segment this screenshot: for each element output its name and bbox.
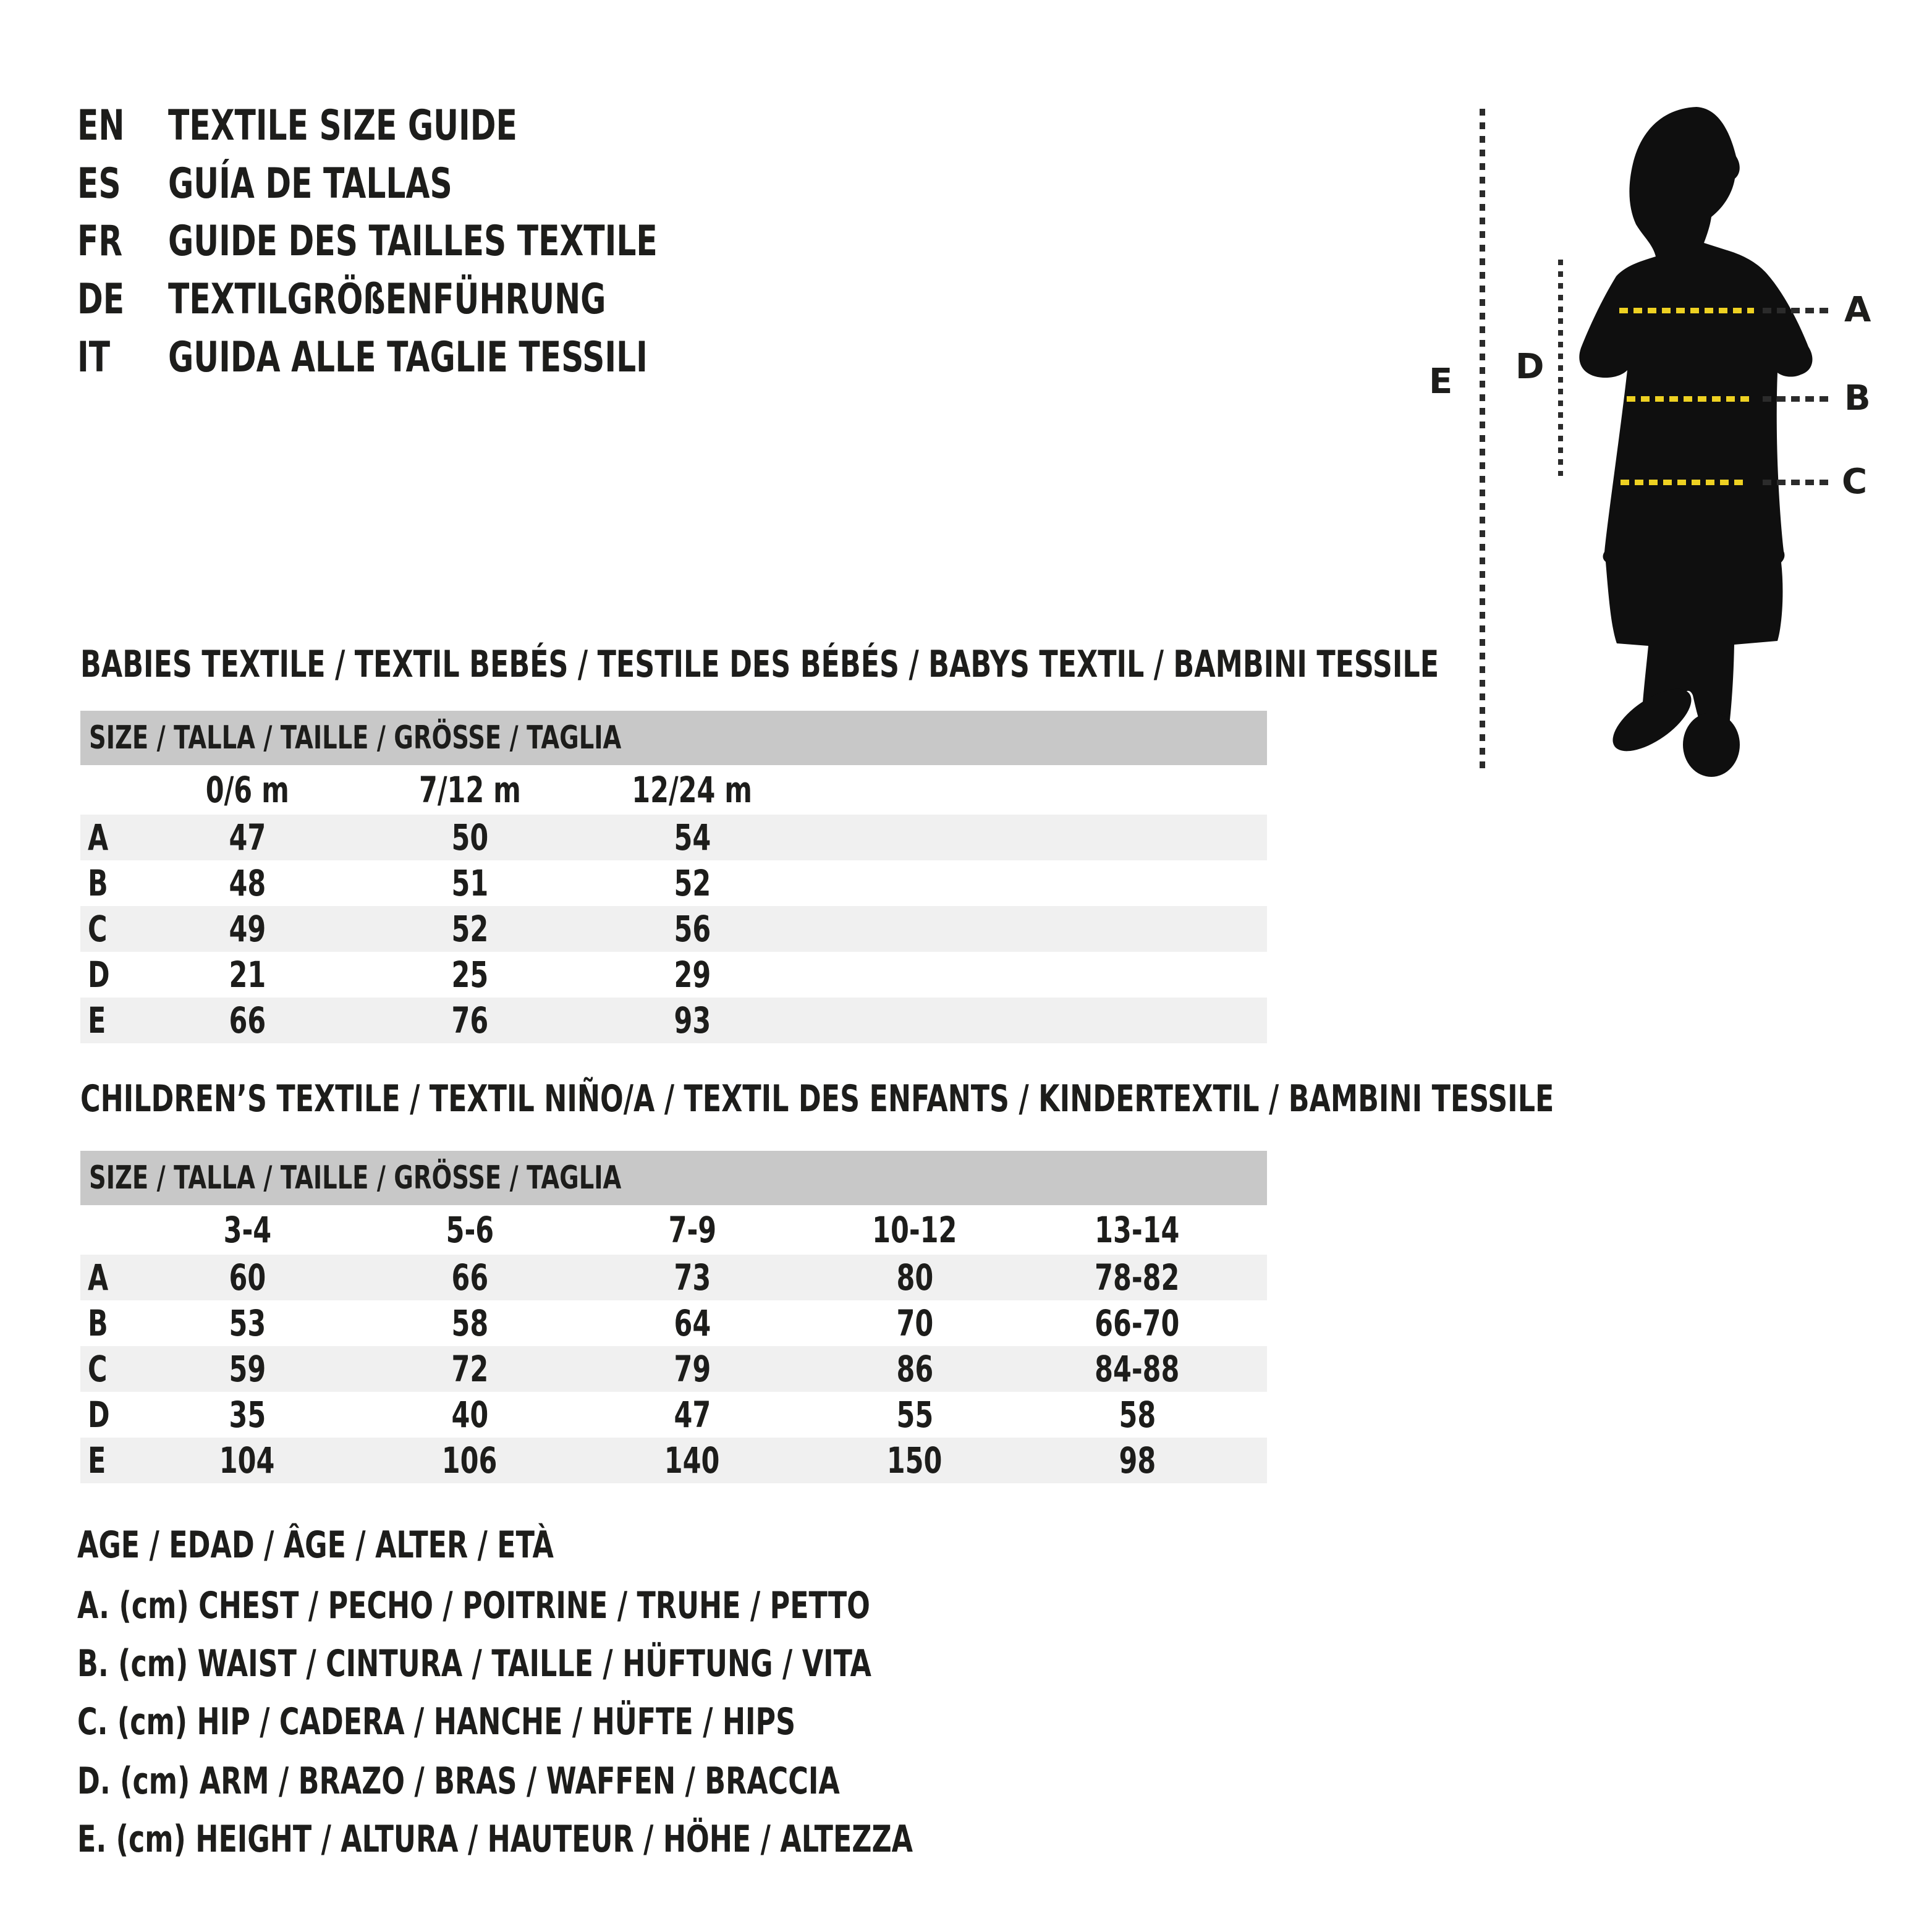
children-section-heading <box>80 1078 1932 1119</box>
table-row <box>80 952 1267 998</box>
row-label: D <box>88 1394 110 1436</box>
babies-section-heading <box>80 644 1916 685</box>
babies-heading-text: BABIES TEXTILE / TEXTIL BEBÉS / TESTILE DES BÉBÉS / BABYS TEXTIL / BAMBINI TESSILE <box>80 643 1439 686</box>
children-size-header-bar <box>80 1151 1267 1205</box>
cell-value: 76 <box>451 999 488 1041</box>
babies-col-2: 12/24 m <box>632 769 753 811</box>
cell-value: 64 <box>674 1302 711 1344</box>
cell-value: 52 <box>674 862 711 904</box>
table-row <box>80 998 1267 1043</box>
cell-value: 66 <box>229 999 266 1041</box>
cell-value: 21 <box>229 954 266 996</box>
cell-value: 93 <box>674 999 711 1041</box>
row-label: D <box>88 954 110 996</box>
cell-value: 72 <box>451 1348 488 1390</box>
babies-size-header-text: SIZE / TALLA / TAILLE / GRÖSSE / TAGLIA <box>89 719 622 756</box>
lang-title: GUÍA DE TALLAS <box>168 159 452 208</box>
chest-a-dash-dark <box>1763 308 1828 313</box>
legend-text: E. (cm) HEIGHT / ALTURA / HAUTEUR / HÖHE / ALTEZZA <box>77 1818 913 1861</box>
children-size-header-text: SIZE / TALLA / TAILLE / GRÖSSE / TAGLIA <box>89 1159 622 1197</box>
cell-value: 66-70 <box>1095 1302 1180 1344</box>
children-col-3: 10-12 <box>872 1209 957 1251</box>
cell-value: 98 <box>1119 1439 1156 1481</box>
legend-text: C. (cm) HIP / CADERA / HANCHE / HÜFTE / HIPS <box>77 1700 796 1743</box>
lang-code: IT <box>77 333 111 382</box>
cell-value: 51 <box>451 862 488 904</box>
cell-value: 79 <box>674 1348 711 1390</box>
cell-value: 48 <box>229 862 266 904</box>
lang-title: GUIDA ALLE TAGLIE TESSILI <box>168 333 648 382</box>
cell-value: 104 <box>219 1439 275 1481</box>
table-row <box>80 860 1267 906</box>
cell-value: 73 <box>674 1256 711 1299</box>
figure-label-a: A <box>1844 290 1871 330</box>
legend-line-arm <box>77 1760 1108 1803</box>
legend-line-hip <box>77 1700 1048 1743</box>
figure-label-b: B <box>1844 378 1871 418</box>
cell-value: 86 <box>896 1348 933 1390</box>
cell-value: 140 <box>664 1439 720 1481</box>
table-row <box>80 906 1267 952</box>
babies-table <box>80 765 1267 1043</box>
children-size-table <box>80 1151 1267 1483</box>
cell-value: 59 <box>229 1348 266 1390</box>
row-label: C <box>88 1348 108 1390</box>
chest-a-dash-yellow <box>1619 308 1754 313</box>
legend-text: B. (cm) WAIST / CINTURA / TAILLE / HÜFTUNG / VITA <box>77 1642 871 1685</box>
cell-value: 29 <box>674 954 711 996</box>
cell-value: 58 <box>451 1302 488 1344</box>
legend-line-height <box>77 1818 1206 1861</box>
children-table <box>80 1205 1267 1483</box>
babies-col-1: 7/12 m <box>418 769 521 811</box>
cell-value: 35 <box>229 1394 266 1436</box>
lang-row-de <box>77 275 760 324</box>
figure-label-d: D <box>1515 347 1544 387</box>
babies-size-table <box>80 711 1267 1043</box>
cell-value: 58 <box>1119 1394 1156 1436</box>
cell-value: 60 <box>229 1256 266 1299</box>
row-label: E <box>88 1439 106 1481</box>
legend-line-chest <box>77 1584 1149 1627</box>
legend-line-age <box>77 1523 721 1567</box>
children-col-0: 3-4 <box>223 1209 271 1251</box>
lang-title: TEXTILGRÖßENFÜHRUNG <box>168 275 606 324</box>
babies-column-header-row <box>80 765 1267 815</box>
figure-label-c: C <box>1842 462 1868 502</box>
row-label: A <box>88 1256 109 1299</box>
cell-value: 54 <box>674 816 711 858</box>
cell-value: 78-82 <box>1095 1256 1180 1299</box>
waist-b-dash-yellow <box>1627 396 1750 402</box>
cell-value: 56 <box>674 908 711 950</box>
cell-value: 47 <box>229 816 266 858</box>
arm-d-dotted-line <box>1558 260 1563 476</box>
legend-line-waist <box>77 1642 1150 1685</box>
cell-value: 106 <box>442 1439 498 1481</box>
cell-value: 47 <box>674 1394 711 1436</box>
cell-value: 52 <box>451 908 488 950</box>
cell-value: 80 <box>896 1256 933 1299</box>
table-row <box>80 1346 1267 1392</box>
lang-row-it <box>77 333 816 382</box>
legend-text: D. (cm) ARM / BRAZO / BRAS / WAFFEN / BRACCIA <box>77 1760 840 1803</box>
table-row <box>80 1438 1267 1483</box>
lang-code: FR <box>77 217 123 266</box>
children-col-2: 7-9 <box>668 1209 716 1251</box>
cell-value: 70 <box>896 1302 933 1344</box>
row-label: E <box>88 999 106 1041</box>
babies-size-header-bar <box>80 711 1267 765</box>
cell-value: 53 <box>229 1302 266 1344</box>
lang-title: GUIDE DES TAILLES TEXTILE <box>168 217 658 266</box>
table-row <box>80 1255 1267 1300</box>
cell-value: 55 <box>896 1394 933 1436</box>
legend-text: A. (cm) CHEST / PECHO / POITRINE / TRUHE / PETTO <box>77 1584 870 1627</box>
row-label: A <box>88 816 109 858</box>
lang-row-fr <box>77 219 829 264</box>
lang-row-es <box>77 159 552 208</box>
hip-c-dash-dark <box>1763 480 1828 485</box>
cell-value: 50 <box>451 816 488 858</box>
figure-label-e: E <box>1429 362 1453 402</box>
cell-value: 49 <box>229 908 266 950</box>
cell-value: 66 <box>451 1256 488 1299</box>
cell-value: 150 <box>887 1439 943 1481</box>
cell-value: 40 <box>451 1394 488 1436</box>
table-row <box>80 1392 1267 1438</box>
children-col-4: 13-14 <box>1095 1209 1180 1251</box>
babies-col-0: 0/6 m <box>205 769 289 811</box>
table-row <box>80 815 1267 860</box>
lang-code: ES <box>77 159 121 208</box>
table-row <box>80 1300 1267 1346</box>
children-column-header-row <box>80 1205 1267 1255</box>
lang-row-en <box>77 101 640 150</box>
cell-value: 84-88 <box>1095 1348 1180 1390</box>
hip-c-dash-yellow <box>1621 480 1747 485</box>
row-label: C <box>88 908 108 950</box>
row-label: B <box>88 862 108 904</box>
lang-code: EN <box>77 101 125 150</box>
cell-value: 25 <box>451 954 488 996</box>
legend-text: AGE / EDAD / ÂGE / ALTER / ETÀ <box>77 1523 554 1567</box>
lang-code: DE <box>77 275 125 324</box>
children-heading-text: CHILDREN’S TEXTILE / TEXTIL NIÑO/A / TEXTIL DES ENFANTS / KINDERTEXTIL / BAMBINI TESSILE <box>80 1077 1554 1121</box>
lang-title: TEXTILE SIZE GUIDE <box>168 101 517 150</box>
children-col-1: 5-6 <box>446 1209 494 1251</box>
waist-b-dash-dark <box>1763 396 1828 402</box>
row-label: B <box>88 1302 108 1344</box>
